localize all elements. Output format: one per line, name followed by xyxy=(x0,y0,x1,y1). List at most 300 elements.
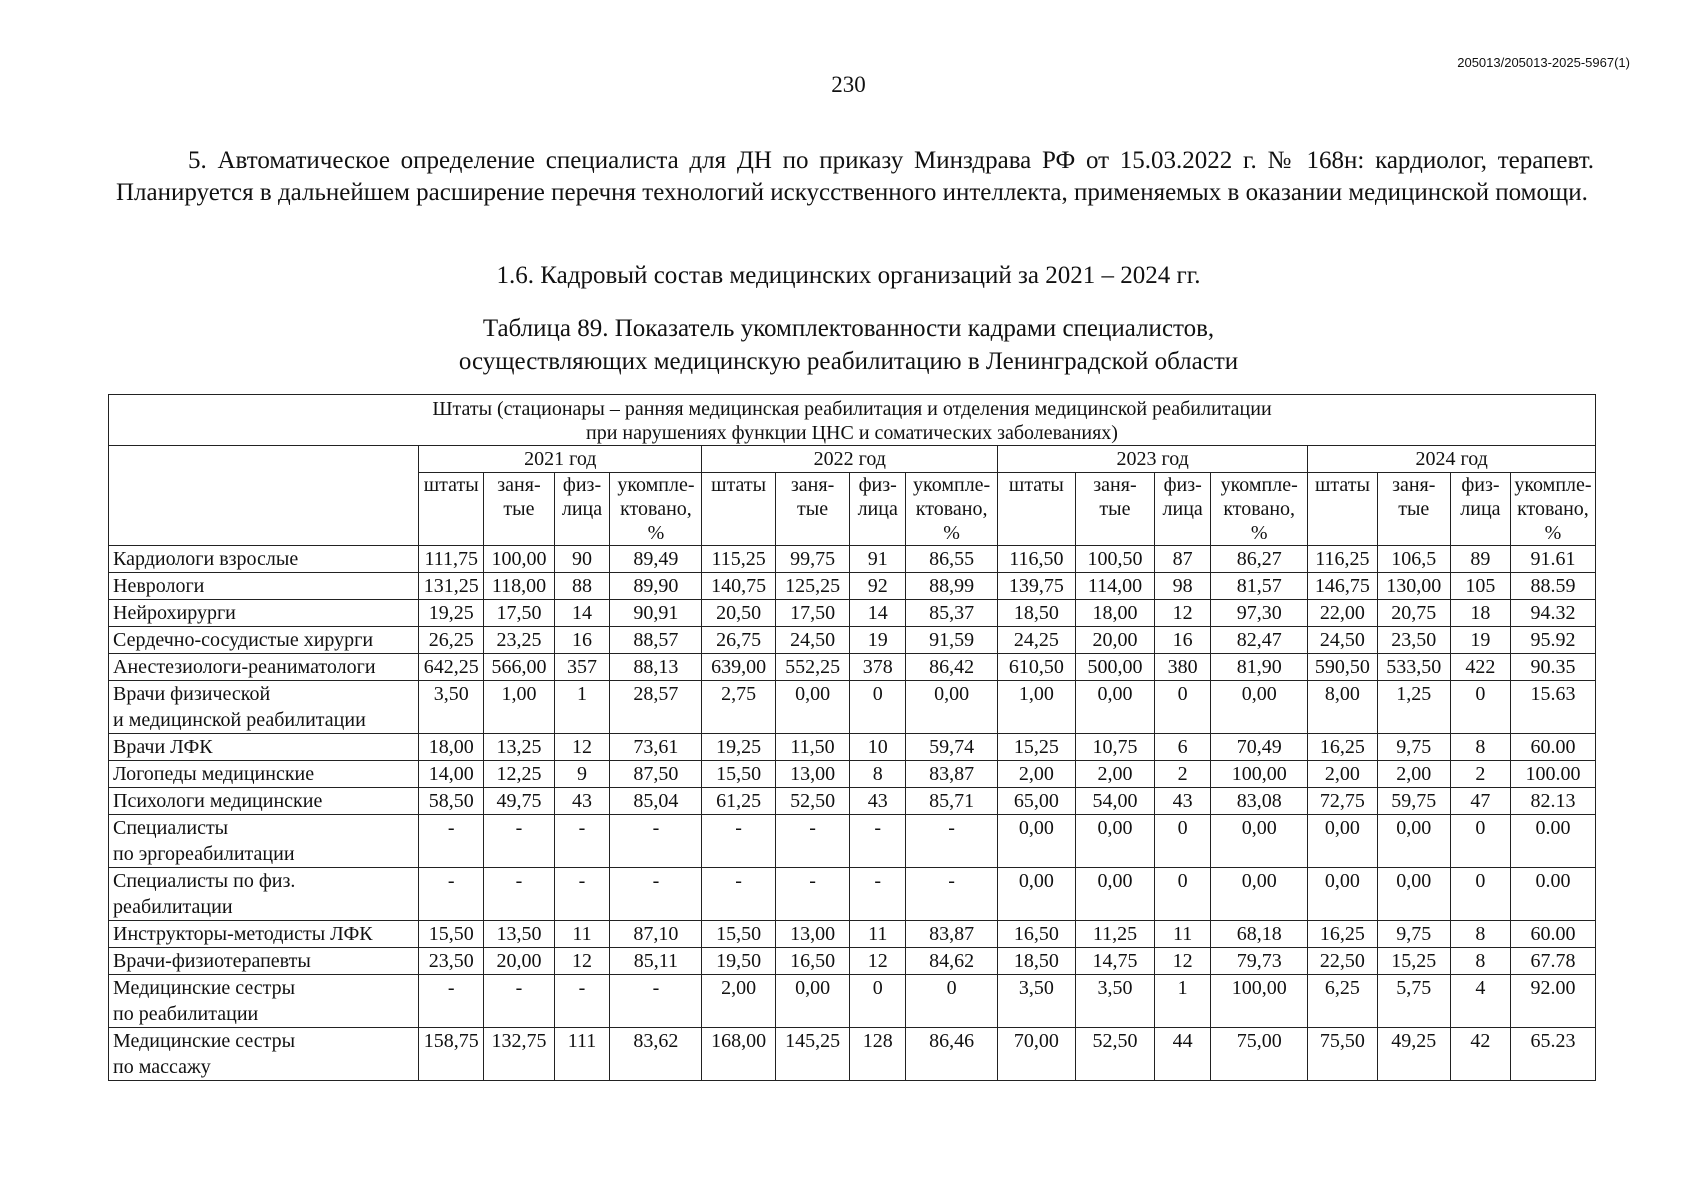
occupied-value: 100,50 xyxy=(1075,546,1155,573)
persons-value: 12 xyxy=(1155,948,1211,975)
persons-value: 12 xyxy=(850,948,906,975)
staff-value: 0,00 xyxy=(1308,868,1377,921)
persons-value: 90 xyxy=(554,546,610,573)
specialty-name xyxy=(109,788,419,815)
persons-value: 11 xyxy=(554,921,610,948)
staffing-percent-value: 84,62 xyxy=(906,948,998,975)
staffing-percent-value: 0,00 xyxy=(1211,681,1308,734)
document-id: 205013/205013-2025-5967(1) xyxy=(1457,55,1630,70)
occupied-header xyxy=(484,473,554,546)
staff-value: - xyxy=(419,868,484,921)
staffing-percent-header-line: % xyxy=(647,522,665,544)
staff-value: 15,25 xyxy=(998,734,1076,761)
year-header: 2022 год xyxy=(702,446,998,473)
staff-value: 2,00 xyxy=(998,761,1076,788)
persons-value: 11 xyxy=(1155,921,1211,948)
staff-value: 0,00 xyxy=(998,868,1076,921)
specialty-name xyxy=(109,1028,419,1081)
staffing-percent-value: 85,71 xyxy=(906,788,998,815)
staffing-percent-value: 83,87 xyxy=(906,921,998,948)
persons-value: 10 xyxy=(850,734,906,761)
specialty-name xyxy=(109,627,419,654)
occupied-value: 132,75 xyxy=(484,1028,554,1081)
table-body xyxy=(109,546,1596,1081)
occupied-value: - xyxy=(484,868,554,921)
staffing-percent-value: 0,00 xyxy=(1211,868,1308,921)
staffing-percent-value: 0.00 xyxy=(1510,815,1595,868)
occupied-value: 54,00 xyxy=(1075,788,1155,815)
persons-header xyxy=(554,473,610,546)
occupied-header xyxy=(1075,473,1155,546)
staffing-percent-header-line: ктовано, xyxy=(915,498,988,520)
staff-header xyxy=(702,473,775,546)
occupied-value: 1,00 xyxy=(484,681,554,734)
page-number: 230 xyxy=(831,72,866,97)
specialty-name xyxy=(109,761,419,788)
staff-value: 8,00 xyxy=(1308,681,1377,734)
staffing-percent-value: 87,10 xyxy=(610,921,702,948)
table-row xyxy=(109,788,1596,815)
staff-header xyxy=(1308,473,1377,546)
persons-value: 0 xyxy=(1155,815,1211,868)
specialty-name xyxy=(109,921,419,948)
occupied-value: 10,75 xyxy=(1075,734,1155,761)
specialty-name-line1: Врачи ЛФК xyxy=(113,736,213,758)
persons-value: 11 xyxy=(850,921,906,948)
staff-value: 65,00 xyxy=(998,788,1076,815)
staffing-percent-header-line: укомпле- xyxy=(617,474,695,496)
persons-value: 14 xyxy=(554,600,610,627)
specialty-name-line1: Инструкторы-методисты ЛФК xyxy=(113,923,373,945)
staffing-percent-value: 85,04 xyxy=(610,788,702,815)
year-header: 2024 год xyxy=(1308,446,1596,473)
staffing-percent-value: 28,57 xyxy=(610,681,702,734)
persons-value: 378 xyxy=(850,654,906,681)
table-caption-line2: при нарушениях функции ЦНС и соматических заболеваниях) xyxy=(586,422,1118,444)
persons-value: 89 xyxy=(1450,546,1510,573)
table-row xyxy=(109,921,1596,948)
staff-value: 0,00 xyxy=(998,815,1076,868)
persons-value: 0 xyxy=(1450,868,1510,921)
occupied-value: 0,00 xyxy=(1377,815,1450,868)
persons-header-line: физ- xyxy=(562,474,602,496)
staff-value: 22,00 xyxy=(1308,600,1377,627)
specialty-name-line2: по реабилитации xyxy=(113,1003,259,1025)
staff-value: 19,25 xyxy=(702,734,775,761)
persons-value: 0 xyxy=(1155,868,1211,921)
staff-value: 15,50 xyxy=(419,921,484,948)
persons-value: 0 xyxy=(850,975,906,1028)
occupied-header-line: заня- xyxy=(1392,474,1436,496)
staffing-percent-value: 86,46 xyxy=(906,1028,998,1081)
section-heading: 1.6. Кадровый состав медицинских организаций за 2021 – 2024 гг. xyxy=(496,262,1201,289)
specialty-name xyxy=(109,975,419,1028)
occupied-value: - xyxy=(484,815,554,868)
occupied-value: 0,00 xyxy=(1377,868,1450,921)
staffing-percent-header-line: % xyxy=(1250,522,1268,544)
persons-value: 128 xyxy=(850,1028,906,1081)
specialty-name-line1: Специалисты по физ. xyxy=(113,870,296,892)
staffing-percent-header xyxy=(1211,473,1308,546)
staff-value: 24,50 xyxy=(1308,627,1377,654)
persons-value: 18 xyxy=(1450,600,1510,627)
staffing-percent-value: 100,00 xyxy=(1211,761,1308,788)
staffing-percent-value: 90.35 xyxy=(1510,654,1595,681)
staffing-percent-value: 94.32 xyxy=(1510,600,1595,627)
occupied-value: 99,75 xyxy=(775,546,849,573)
specialty-name-line2: реабилитации xyxy=(113,896,233,918)
persons-value: 12 xyxy=(1155,600,1211,627)
occupied-value: 0,00 xyxy=(1075,681,1155,734)
table-row xyxy=(109,627,1596,654)
occupied-value: 2,00 xyxy=(1075,761,1155,788)
persons-value: 12 xyxy=(554,734,610,761)
occupied-value: 20,00 xyxy=(484,948,554,975)
occupied-value: 130,00 xyxy=(1377,573,1450,600)
occupied-value: 2,00 xyxy=(1377,761,1450,788)
occupied-value: 49,25 xyxy=(1377,1028,1450,1081)
staffing-percent-value: 0,00 xyxy=(1211,815,1308,868)
persons-value: 12 xyxy=(554,948,610,975)
staff-value: - xyxy=(702,815,775,868)
staff-value: 19,50 xyxy=(702,948,775,975)
specialty-name-line1: Специалисты xyxy=(113,817,229,839)
specialty-name-line2: и медицинской реабилитации xyxy=(113,709,366,731)
persons-value: 43 xyxy=(1155,788,1211,815)
occupied-value: 12,25 xyxy=(484,761,554,788)
occupied-value: 11,50 xyxy=(775,734,849,761)
staff-header xyxy=(998,473,1076,546)
staff-header-line: штаты xyxy=(1314,474,1370,496)
persons-value: 9 xyxy=(554,761,610,788)
staffing-percent-value: 79,73 xyxy=(1211,948,1308,975)
year-header-row xyxy=(109,446,1596,473)
staffing-percent-value: 89,90 xyxy=(610,573,702,600)
specialty-name-line1: Сердечно-сосудистые хирурги xyxy=(113,629,374,651)
staffing-percent-value: 92.00 xyxy=(1510,975,1595,1028)
staffing-percent-value: 0 xyxy=(906,975,998,1028)
occupied-header-line: заня- xyxy=(790,474,835,496)
staffing-percent-value: 60.00 xyxy=(1510,734,1595,761)
staff-value: 70,00 xyxy=(998,1028,1076,1081)
occupied-value: 0,00 xyxy=(775,681,849,734)
staffing-percent-value: 0,00 xyxy=(906,681,998,734)
persons-value: 422 xyxy=(1450,654,1510,681)
staff-value: 2,75 xyxy=(702,681,775,734)
table-row xyxy=(109,681,1596,734)
table-row xyxy=(109,868,1596,921)
table-row xyxy=(109,815,1596,868)
persons-value: 2 xyxy=(1155,761,1211,788)
specialty-name-line1: Врачи физической xyxy=(113,683,271,705)
staff-value: 6,25 xyxy=(1308,975,1377,1028)
persons-value: 44 xyxy=(1155,1028,1211,1081)
staffing-percent-value: 91,59 xyxy=(906,627,998,654)
staffing-percent-value: - xyxy=(610,868,702,921)
table-row xyxy=(109,948,1596,975)
staff-value: 58,50 xyxy=(419,788,484,815)
specialty-name-line1: Врачи-физиотерапевты xyxy=(113,950,311,972)
staff-value: 26,25 xyxy=(419,627,484,654)
persons-header xyxy=(1450,473,1510,546)
table-title-line2: осуществляющих медицинскую реабилитацию в Ленинградской области xyxy=(458,348,1239,375)
specialty-name-line2: по массажу xyxy=(113,1056,211,1078)
persons-value: 98 xyxy=(1155,573,1211,600)
staff-value: 610,50 xyxy=(998,654,1076,681)
staff-value: 590,50 xyxy=(1308,654,1377,681)
staffing-percent-value: 73,61 xyxy=(610,734,702,761)
occupied-value: 52,50 xyxy=(1075,1028,1155,1081)
occupied-header xyxy=(1377,473,1450,546)
staffing-percent-value: - xyxy=(610,975,702,1028)
occupied-value: 17,50 xyxy=(484,600,554,627)
staffing-percent-value: - xyxy=(610,815,702,868)
staff-value: 140,75 xyxy=(702,573,775,600)
occupied-header-line: тые xyxy=(797,498,829,520)
occupied-value: 533,50 xyxy=(1377,654,1450,681)
staff-value: - xyxy=(702,868,775,921)
occupied-header xyxy=(775,473,849,546)
staff-value: 639,00 xyxy=(702,654,775,681)
staff-value: 642,25 xyxy=(419,654,484,681)
staffing-percent-value: 83,87 xyxy=(906,761,998,788)
occupied-value: 145,25 xyxy=(775,1028,849,1081)
persons-header-line: лица xyxy=(857,498,898,520)
staff-value: 116,50 xyxy=(998,546,1076,573)
table-row xyxy=(109,573,1596,600)
specialty-name xyxy=(109,654,419,681)
staffing-percent-header xyxy=(610,473,702,546)
staffing-percent-value: 85,37 xyxy=(906,600,998,627)
staffing-percent-header xyxy=(1510,473,1595,546)
occupied-value: 15,25 xyxy=(1377,948,1450,975)
staff-value: 15,50 xyxy=(702,761,775,788)
specialty-name xyxy=(109,868,419,921)
persons-value: 2 xyxy=(1450,761,1510,788)
staff-value: - xyxy=(419,975,484,1028)
occupied-value: 16,50 xyxy=(775,948,849,975)
occupied-value: 0,00 xyxy=(1075,815,1155,868)
occupied-value: 9,75 xyxy=(1377,921,1450,948)
occupied-value: 500,00 xyxy=(1075,654,1155,681)
persons-value: 87 xyxy=(1155,546,1211,573)
staffing-percent-value: 0.00 xyxy=(1510,868,1595,921)
staffing-table xyxy=(108,394,1596,1081)
persons-value: 16 xyxy=(1155,627,1211,654)
staffing-percent-value: 81,57 xyxy=(1211,573,1308,600)
occupied-value: 18,00 xyxy=(1075,600,1155,627)
staff-header-line: штаты xyxy=(423,474,479,496)
staffing-percent-value: 86,42 xyxy=(906,654,998,681)
staffing-percent-value: 81,90 xyxy=(1211,654,1308,681)
occupied-header-line: тые xyxy=(1099,498,1131,520)
staffing-percent-value: 68,18 xyxy=(1211,921,1308,948)
staff-value: 26,75 xyxy=(702,627,775,654)
occupied-value: 20,00 xyxy=(1075,627,1155,654)
occupied-value: 5,75 xyxy=(1377,975,1450,1028)
persons-header-line: лица xyxy=(561,498,603,520)
occupied-header-line: заня- xyxy=(1093,474,1137,496)
staffing-percent-value: 97,30 xyxy=(1211,600,1308,627)
persons-value: 380 xyxy=(1155,654,1211,681)
table-row xyxy=(109,600,1596,627)
specialty-name-line1: Психологи медицинские xyxy=(113,790,323,812)
staff-value: 3,50 xyxy=(419,681,484,734)
staff-value: 61,25 xyxy=(702,788,775,815)
staff-header xyxy=(419,473,484,546)
staffing-percent-header-line: ктовано, xyxy=(620,498,692,520)
staffing-percent-value: 83,08 xyxy=(1211,788,1308,815)
persons-value: 8 xyxy=(1450,734,1510,761)
table-row xyxy=(109,975,1596,1028)
table-caption xyxy=(109,395,1596,446)
occupied-value: 13,50 xyxy=(484,921,554,948)
specialty-name-line1: Анестезиологи-реаниматологи xyxy=(113,656,376,678)
staffing-percent-value: 90,91 xyxy=(610,600,702,627)
staffing-percent-value: 91.61 xyxy=(1510,546,1595,573)
persons-value: 43 xyxy=(850,788,906,815)
occupied-header-line: тые xyxy=(503,498,535,520)
staffing-percent-value: 70,49 xyxy=(1211,734,1308,761)
staff-value: 115,25 xyxy=(702,546,775,573)
specialty-name-line2: по эргореабилитации xyxy=(113,843,295,865)
occupied-value: 23,50 xyxy=(1377,627,1450,654)
specialty-name-line1: Нейрохирурги xyxy=(113,602,236,624)
specialty-name-line1: Логопеды медицинские xyxy=(113,763,315,785)
persons-value: 0 xyxy=(1450,815,1510,868)
occupied-value: 13,00 xyxy=(775,921,849,948)
occupied-value: 13,25 xyxy=(484,734,554,761)
persons-value: 16 xyxy=(554,627,610,654)
table-row xyxy=(109,761,1596,788)
staffing-percent-value: 75,00 xyxy=(1211,1028,1308,1081)
staff-value: 0,00 xyxy=(1308,815,1377,868)
staff-value: 22,50 xyxy=(1308,948,1377,975)
staff-value: 139,75 xyxy=(998,573,1076,600)
staff-value: 116,25 xyxy=(1308,546,1377,573)
persons-value: 43 xyxy=(554,788,610,815)
staffing-percent-value: 88,99 xyxy=(906,573,998,600)
occupied-value: 59,75 xyxy=(1377,788,1450,815)
staffing-percent-value: 65.23 xyxy=(1510,1028,1595,1081)
staffing-percent-value: - xyxy=(906,868,998,921)
staff-value: 75,50 xyxy=(1308,1028,1377,1081)
staff-value: 24,25 xyxy=(998,627,1076,654)
specialty-name-line1: Неврологи xyxy=(113,575,205,597)
staffing-percent-value: 67.78 xyxy=(1510,948,1595,975)
staff-value: 168,00 xyxy=(702,1028,775,1081)
staff-value: 72,75 xyxy=(1308,788,1377,815)
persons-value: 357 xyxy=(554,654,610,681)
staff-value: 20,50 xyxy=(702,600,775,627)
staffing-percent-value: 86,55 xyxy=(906,546,998,573)
staffing-percent-value: 83,62 xyxy=(610,1028,702,1081)
staff-value: 1,00 xyxy=(998,681,1076,734)
specialty-name-line1: Кардиологи взрослые xyxy=(113,548,299,570)
occupied-value: 13,00 xyxy=(775,761,849,788)
persons-value: 6 xyxy=(1155,734,1211,761)
occupied-value: 552,25 xyxy=(775,654,849,681)
staff-value: 2,00 xyxy=(1308,761,1377,788)
staffing-percent-header-line: % xyxy=(1544,522,1562,544)
occupied-value: 100,00 xyxy=(484,546,554,573)
staff-value: - xyxy=(419,815,484,868)
persons-value: - xyxy=(850,815,906,868)
persons-value: 0 xyxy=(1155,681,1211,734)
staffing-percent-value: 15.63 xyxy=(1510,681,1595,734)
occupied-value: 14,75 xyxy=(1075,948,1155,975)
staffing-percent-value: 88.59 xyxy=(1510,573,1595,600)
persons-value: 4 xyxy=(1450,975,1510,1028)
occupied-value: 23,25 xyxy=(484,627,554,654)
occupied-value: 20,75 xyxy=(1377,600,1450,627)
persons-header-line: физ- xyxy=(1461,474,1500,496)
paragraph-text: Автоматическое определение специалиста для ДН по приказу Минздрава РФ от 15.03.2022 г. № 168н: кардиолог, терапевт. Планируется в дальнейшем расширение перечня технологий искусственного интеллекта, применяемых в оказании медицинской помощи. xyxy=(116,147,1594,206)
occupied-value: 49,75 xyxy=(484,788,554,815)
year-header: 2023 год xyxy=(998,446,1308,473)
staffing-percent-value: - xyxy=(906,815,998,868)
occupied-value: 3,50 xyxy=(1075,975,1155,1028)
staff-value: 16,25 xyxy=(1308,921,1377,948)
occupied-value: 9,75 xyxy=(1377,734,1450,761)
persons-value: 88 xyxy=(554,573,610,600)
staffing-percent-value: 59,74 xyxy=(906,734,998,761)
persons-header xyxy=(850,473,906,546)
persons-value: 0 xyxy=(1450,681,1510,734)
staffing-percent-header-line: ктовано, xyxy=(1517,498,1589,520)
table-row xyxy=(109,1028,1596,1081)
staffing-percent-value: 82,47 xyxy=(1211,627,1308,654)
persons-value: 0 xyxy=(850,681,906,734)
staff-header-line: штаты xyxy=(711,474,767,496)
occupied-value: 0,00 xyxy=(775,975,849,1028)
staff-value: 14,00 xyxy=(419,761,484,788)
staff-value: 18,50 xyxy=(998,600,1076,627)
table-row xyxy=(109,546,1596,573)
staff-value: 158,75 xyxy=(419,1028,484,1081)
table-caption-row xyxy=(109,395,1596,446)
occupied-value: 1,25 xyxy=(1377,681,1450,734)
occupied-value: 24,50 xyxy=(775,627,849,654)
occupied-value: - xyxy=(484,975,554,1028)
persons-header-line: физ- xyxy=(1163,474,1202,496)
occupied-value: - xyxy=(775,868,849,921)
staff-value: 111,75 xyxy=(419,546,484,573)
occupied-header-line: заня- xyxy=(497,474,541,496)
staffing-percent-header-line: укомпле- xyxy=(1514,474,1592,496)
staff-value: 16,25 xyxy=(1308,734,1377,761)
staff-value: 16,50 xyxy=(998,921,1076,948)
table-title-line1: Таблица 89. Показатель укомплектованности кадрами специалистов, xyxy=(482,315,1215,342)
persons-value: 14 xyxy=(850,600,906,627)
persons-header-line: физ- xyxy=(858,474,897,496)
persons-header xyxy=(1155,473,1211,546)
specialty-name xyxy=(109,546,419,573)
occupied-value: - xyxy=(775,815,849,868)
specialty-name xyxy=(109,600,419,627)
staff-value: 2,00 xyxy=(702,975,775,1028)
staffing-percent-value: 85,11 xyxy=(610,948,702,975)
staffing-percent-header-line: ктовано, xyxy=(1223,498,1296,520)
persons-value: 8 xyxy=(1450,921,1510,948)
staffing-percent-value: 89,49 xyxy=(610,546,702,573)
table-row xyxy=(109,654,1596,681)
occupied-value: 52,50 xyxy=(775,788,849,815)
occupied-value: 125,25 xyxy=(775,573,849,600)
occupied-value: 0,00 xyxy=(1075,868,1155,921)
persons-value: 8 xyxy=(1450,948,1510,975)
staff-header-line: штаты xyxy=(1008,474,1064,496)
